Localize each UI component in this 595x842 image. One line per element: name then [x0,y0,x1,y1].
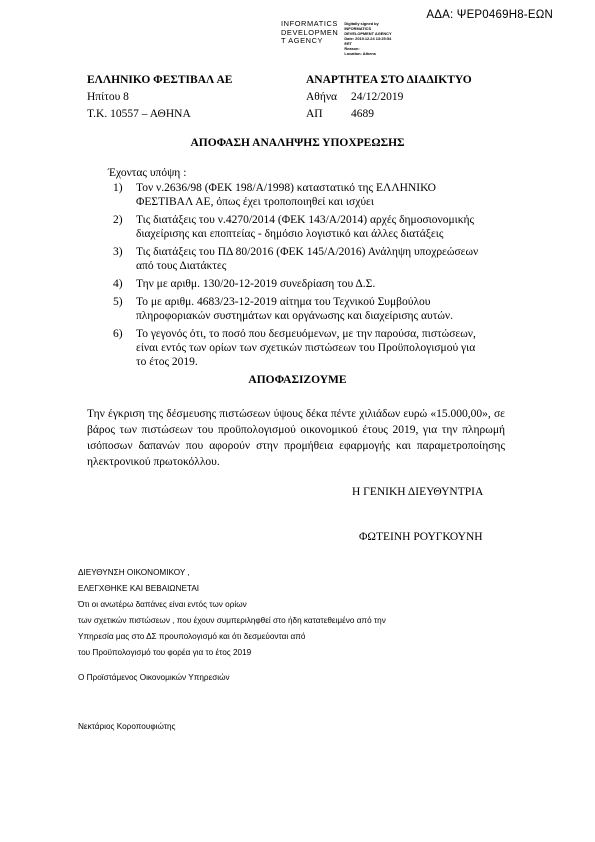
protocol-number: 4689 [351,108,374,120]
verification-line: ΕΛΕΓΧΘΗΚΕ ΚΑΙ ΒΕΒΑΙΩΝΕΤΑΙ [78,584,200,593]
list-item [113,327,479,369]
stamp-details [344,21,391,56]
protocol-label: ΑΠ [306,108,323,120]
considerations-intro: Έχοντας υπόψη : [108,167,187,179]
stamp-detail-line: Location: Athens [344,51,376,56]
stamp-detail-line: INFORMATICS [344,26,372,31]
signatory-name: ΦΩΤΕΙΝΗ ΡΟΥΓΚΟΥΝΗ [359,531,483,543]
document-meta [306,72,472,123]
item-text: Τις διατάξεις του ΠΔ 80/2016 (ΦΕΚ 145/Α/2016) Ανάληψη υποχρεώσεων από τους Διατάκτες [136,246,479,272]
verification-line: Υπηρεσία μας στο ΔΣ προυπολογισμό και ότι δεσμεύονται από [78,632,306,641]
stamp-agency-name [281,20,338,56]
document-title: ΑΠΟΦΑΣΗ ΑΝΑΛΗΨΗΣ ΥΠΟΧΡΕΩΣΗΣ [190,137,405,149]
list-item [113,213,479,241]
list-item [113,245,479,273]
verification-line: ΔΙΕΥΘΥΝΣΗ ΟΙΚΟΝΟΜΙΚΟΥ , [78,568,190,577]
digital-signature-stamp [281,20,392,56]
item-number: 6) [113,328,123,340]
verification-line: των σχετικών πιστώσεων , που έχουν συμπεριληφθεί στο ήδη κατατεθειμένο από την [78,616,386,625]
verification-line: Ότι οι ανωτέρω δαπάνες είναι εντός των ορίων [78,600,247,609]
stamp-detail-line: DEVELOPMENT AGENCY [344,31,392,36]
item-text: Τον ν.2636/98 (ΦΕΚ 198/Α/1998) καταστατικό της ΕΛΛΗΝΙΚΟ ΦΕΣΤΙΒΑΛ ΑΕ, όπως έχει τροποποιηθεί και ισχύει [136,182,436,208]
considerations-list [113,181,479,373]
street-address: Ηπίτου 8 [87,91,129,103]
stamp-line: T AGENCY [281,36,324,46]
verification-line: του Προϋπολογισμό του φορέα για το έτος 2019 [78,648,252,657]
item-number: 4) [113,278,123,290]
posting-notice: ΑΝΑΡΤΗΤΕΑ ΣΤΟ ΔΙΑΔΙΚΤΥΟ [306,74,472,86]
financial-verification [78,565,386,661]
date-row [306,89,472,106]
date-label: Αθήνα [306,91,338,103]
stamp-detail-line: Reason: [344,46,360,51]
item-text: Την με αριθμ. 130/20-12-2019 συνεδρίαση του Δ.Σ. [136,278,376,290]
financial-head-name: Νεκτάριος Κοροπουφιώτης [78,722,176,731]
organization-name: ΕΛΛΗΝΙΚΟ ΦΕΣΤΙΒΑΛ ΑΕ [87,74,233,86]
item-number: 2) [113,214,123,226]
stamp-detail-line: Date: 2019.12.24 13:25:54 [344,36,392,41]
list-item [113,181,479,209]
decision-heading: ΑΠΟΦΑΣΙΖΟΥΜΕ [248,374,347,386]
stamp-detail-line: EET [344,41,352,46]
ada-code: ΑΔΑ: ΨΕΡ0469Η8-ΕΩΝ [426,9,553,21]
item-text: Το με αριθμ. 4683/23-12-2019 αίτημα του Τεχνικού Συμβούλου πληροφοριακών συστημάτων και οργάνωσης και διαχείρισης αυτών. [136,296,453,322]
document-date: 24/12/2019 [351,91,404,103]
sender-address [87,72,232,123]
stamp-line: DEVELOPMEN [281,27,339,37]
item-number: 1) [113,182,123,194]
financial-head-title: Ο Προϊστάμενος Οικονομικών Υπηρεσιών [78,673,230,682]
item-text: Το γεγονός ότι, το ποσό που δεσμευόμενων, με την παρούσα, πιστώσεων, είναι εντός των ορίων των σχετικών πιστώσεων του Προϋπολογισμού για το έτος 2019. [136,328,476,368]
item-number: 3) [113,246,123,258]
item-text: Τις διατάξεις του ν.4270/2014 (ΦΕΚ 143/Α/2014) αρχές δημοσιονομικής διαχείρισης και εποπτείας - δημόσιο λογιστικό και άλλες διατάξεις [136,214,475,240]
postal-code: Τ.Κ. 10557 – ΑΘΗΝΑ [87,108,191,120]
list-item [113,277,479,291]
protocol-row [306,106,472,123]
stamp-detail-line: Digitally signed by [344,21,379,26]
stamp-line: INFORMATICS [281,19,338,28]
item-number: 5) [113,296,123,308]
list-item [113,295,479,323]
signatory-role: Η ΓΕΝΙΚΗ ΔΙΕΥΘΥΝΤΡΙΑ [352,486,484,498]
decision-text: Την έγκριση της δέσμευσης πιστώσεων ύψους δέκα πέντε χιλιάδων ευρώ «15.000,00», σε βάρος των πιστώσεων του προϋπολογισμού οικονομικού έτους 2019, για την πληρωμή ισόποσων δαπανών που αφορούν στην προμήθεια εφαρμογής και παραμετροποίησης ηλεκτρονικού πρωτοκόλλου. [87,408,505,468]
